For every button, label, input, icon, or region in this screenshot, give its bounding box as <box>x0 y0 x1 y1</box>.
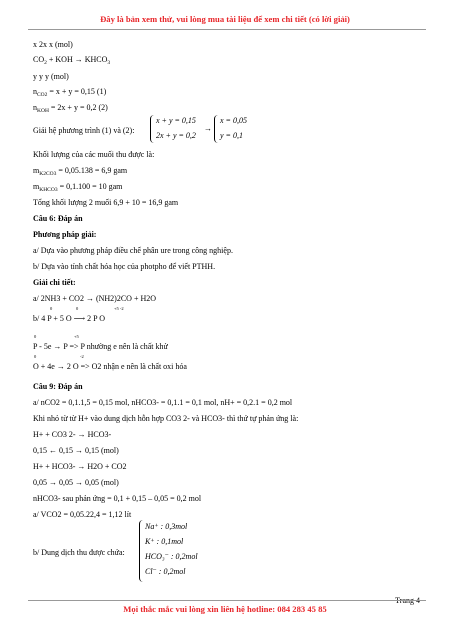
equation: 2x + y = 0,2 <box>156 131 196 140</box>
ion-item: Cl⁻ : 0,2mol <box>145 567 186 576</box>
section-heading: Giải chi tiết: <box>33 278 76 287</box>
text-line: $n_{CO2} = x + y = 0,15$ (1) <box>33 87 107 98</box>
text-line: x 2x x (mol) <box>33 40 73 49</box>
oxidation-number: -2 <box>80 354 84 359</box>
text-line: Giải hệ phương trình (1) và (2): <box>33 126 135 135</box>
text-line: a/ nCO2 = 0,1.1,5 = 0,15 mol, nHCO3- = 0,1.1 = 0,1 mol, nH+ = 0,2.1 = 0,2 mol <box>33 398 293 407</box>
reaction-line: P - 5e → P => P nhường e nên là chất khử <box>33 342 168 351</box>
text-line: H+ + HCO3- → H2O + CO2 <box>33 462 127 471</box>
ion-item: Na⁺ : 0,3mol <box>145 522 188 531</box>
equation: x + y = 0,15 <box>156 116 196 125</box>
text-line: H+ + CO3 2- → HCO3- <box>33 430 112 439</box>
header-banner: Đây là bản xem thử, vui lòng mua tài liệu để xem chi tiết (có lời giải) <box>100 14 350 24</box>
page-number: Trang 4 <box>395 596 420 605</box>
section-heading: Câu 9: Đáp án <box>33 382 83 391</box>
arrow-icon: → <box>204 124 212 133</box>
text-line: a/ 2NH3 + CO2 → (NH2)2CO + H2O <box>33 294 157 303</box>
text-line: $CO_2$ + KOH → $KHCO_3$ <box>33 55 111 66</box>
section-heading: Câu 6: Đáp án <box>33 214 83 223</box>
reaction-line: O + 4e → 2 O => O2 nhận e nên là chất oxi hóa <box>33 362 187 371</box>
text-line: $m_{KHCO3} = 0,1.100 = 10$ gam <box>33 182 123 193</box>
text-line: 0,05 → 0,05 → 0,05 (mol) <box>33 478 119 487</box>
text-line: b/ Dựa vào tính chất hóa học của photpho để viết PTHH. <box>33 262 216 271</box>
footer-divider <box>28 600 426 601</box>
ion-brace <box>139 520 144 582</box>
oxidation-number: 0 <box>76 306 79 311</box>
text-line: 0,15 ← 0,15 → 0,15 (mol) <box>33 446 119 455</box>
text-line: nHCO3- sau phản ứng = 0,1 + 0,15 – 0,05 = 0,2 mol <box>33 494 202 503</box>
system-brace-right <box>214 115 219 143</box>
ion-item: HCO₃⁻ : 0,2mol <box>145 552 198 561</box>
text-line: Khi nhỏ từ từ H+ vào dung dịch hỗn hợp CO3 2- và HCO3- thì thứ tự phản ứng là: <box>33 414 299 423</box>
section-heading: Phương pháp giải: <box>33 230 97 239</box>
oxidation-number: +5 -2 <box>114 306 124 311</box>
header-divider <box>28 29 426 30</box>
footer-banner: Mọi thắc mắc vui lòng xin liên hệ hotline: 084 283 45 85 <box>123 604 327 614</box>
oxidation-number: 0 <box>34 354 37 359</box>
text-line: a/ VCO2 = 0,05.22,4 = 1,12 lít <box>33 510 132 519</box>
system-brace-left <box>150 115 155 143</box>
equation: y = 0,1 <box>220 131 243 140</box>
oxidation-number: 0 <box>34 334 37 339</box>
text-line: $n_{KOH} = 2x + y = 0,2$ (2) <box>33 103 108 114</box>
equation: x = 0,05 <box>220 116 247 125</box>
reaction-line: b/ 4 P + 5 O ⟶ 2 P O <box>33 314 106 323</box>
text-line: $m_{K2CO3} = 0,05.138 = 6,9$ gam <box>33 166 128 177</box>
text-line: a/ Dựa vào phương pháp điều chế phân ure trong công nghiệp. <box>33 246 233 255</box>
text-line: b/ Dung dịch thu được chứa: <box>33 548 125 557</box>
oxidation-number: +5 <box>74 334 79 339</box>
ion-item: K⁺ : 0,1mol <box>145 537 184 546</box>
text-line: Khối lượng của các muối thu được là: <box>33 150 155 159</box>
oxidation-number: 0 <box>50 306 53 311</box>
text-line: y y y (mol) <box>33 72 69 81</box>
text-line: Tổng khối lượng 2 muối 6,9 + 10 = 16,9 gam <box>33 198 179 207</box>
